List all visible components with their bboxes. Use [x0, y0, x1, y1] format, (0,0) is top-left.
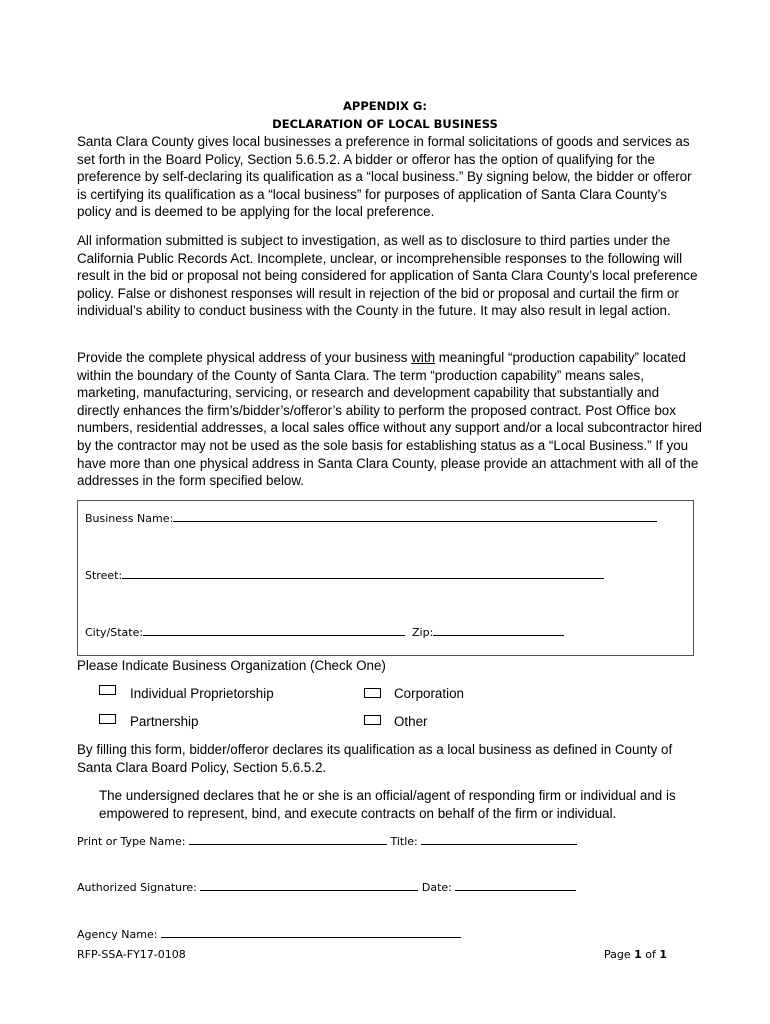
- intro-paragraph: Santa Clara County gives local businesses a preference in formal solicitations of goods and services as set forth in the Board Policy, Section 5.6.5.2. A bidder or offeror has the option of qualifying for the preference by self-declaring its qualification as a “local business.” By signing below, the bidder or offeror is certifying its qualification as a “local business” for purposes of application of Santa Clara County’s policy and is deemed to be applying for the local preference.: [77, 134, 692, 220]
- address-instructions-paragraph: [77, 349, 702, 490]
- address-text-after: meaningful “production capability” located within the boundary of the County of Santa Clara. The term “production capability” means sales, marketing, manufacturing, servicing, or research and development capability that substantially and directly enhances the firm’s/bidder’s/offeror’s ability to perform the proposed contract. Post Office box numbers, residential addresses, a local sales office without any support and/or a local subcontractor hired by the contractor may not be used as the sole basis for establishing status as a “Local Business.” If you have more than one physical address in Santa Clara County, please provide an attachment with all of the addresses in the form specified below.: [77, 350, 702, 489]
- appendix-title: APPENDIX G:: [343, 99, 427, 113]
- authorized-signature-row: [77, 880, 576, 894]
- individual-proprietorship-checkbox[interactable]: [99, 685, 116, 695]
- date-field[interactable]: [455, 880, 576, 891]
- zip-row: [412, 625, 564, 639]
- page-current: 1: [634, 948, 642, 961]
- page-word: Page: [604, 948, 631, 961]
- declaration-paragraph: By filling this form, bidder/offeror declares its qualification as a local business as defined in County of Santa Clara Board Policy, Section 5.6.5.2.: [77, 742, 673, 775]
- business-name-field[interactable]: [173, 511, 657, 522]
- print-name-label: Print or Type Name:: [77, 835, 186, 848]
- business-name-row: [85, 511, 657, 525]
- agency-name-label: Agency Name:: [77, 928, 158, 941]
- corporation-label: Corporation: [394, 686, 464, 701]
- partnership-checkbox[interactable]: [99, 714, 116, 724]
- of-word: of: [645, 948, 656, 961]
- print-name-field[interactable]: [189, 834, 387, 845]
- other-checkbox[interactable]: [364, 715, 381, 725]
- agency-name-row: [77, 927, 461, 941]
- page-total: 1: [659, 948, 668, 961]
- authorized-signature-label: Authorized Signature:: [77, 881, 197, 894]
- zip-label: Zip:: [412, 626, 434, 639]
- title-label: Title:: [390, 835, 418, 848]
- page-number: [604, 948, 667, 961]
- individual-proprietorship-label: Individual Proprietorship: [130, 686, 274, 701]
- business-name-label: Business Name:: [85, 512, 174, 525]
- address-text-before: Provide the complete physical address of your business: [77, 350, 412, 365]
- city-state-label: City/State:: [85, 626, 144, 639]
- city-state-row: [85, 625, 405, 639]
- zip-field[interactable]: [433, 625, 564, 636]
- agency-name-field[interactable]: [161, 927, 461, 938]
- partnership-label: Partnership: [130, 714, 199, 729]
- address-text-underlined: with: [411, 350, 436, 365]
- declaration-title: DECLARATION OF LOCAL BUSINESS: [272, 117, 498, 131]
- date-label: Date:: [421, 881, 452, 894]
- street-row: [85, 568, 604, 582]
- business-address-box: [77, 500, 694, 656]
- title-field[interactable]: [421, 834, 577, 845]
- corporation-checkbox[interactable]: [364, 688, 381, 698]
- street-field[interactable]: [122, 568, 604, 579]
- authorized-signature-field[interactable]: [200, 880, 418, 891]
- city-state-field[interactable]: [143, 625, 405, 636]
- document-id: RFP-SSA-FY17-0108: [77, 948, 186, 961]
- street-label: Street:: [85, 569, 123, 582]
- disclosure-paragraph: All information submitted is subject to investigation, as well as to disclosure to third parties under the California Public Records Act. Incomplete, unclear, or incomprehensible responses to the following will result in the bid or proposal not being considered for application of Santa Clara County’s local preference policy. False or dishonest responses will result in rejection of the bid or proposal and curtail the firm or individual’s ability to conduct business with the County in the future. It may also result in legal action.: [77, 233, 698, 319]
- print-name-row: [77, 834, 577, 848]
- business-organization-prompt: Please Indicate Business Organization (Check One): [77, 658, 386, 673]
- other-label: Other: [394, 714, 428, 729]
- authority-paragraph: The undersigned declares that he or she is an official/agent of responding firm or individual and is empowered to represent, bind, and execute contracts on behalf of the firm or individual.: [99, 788, 676, 821]
